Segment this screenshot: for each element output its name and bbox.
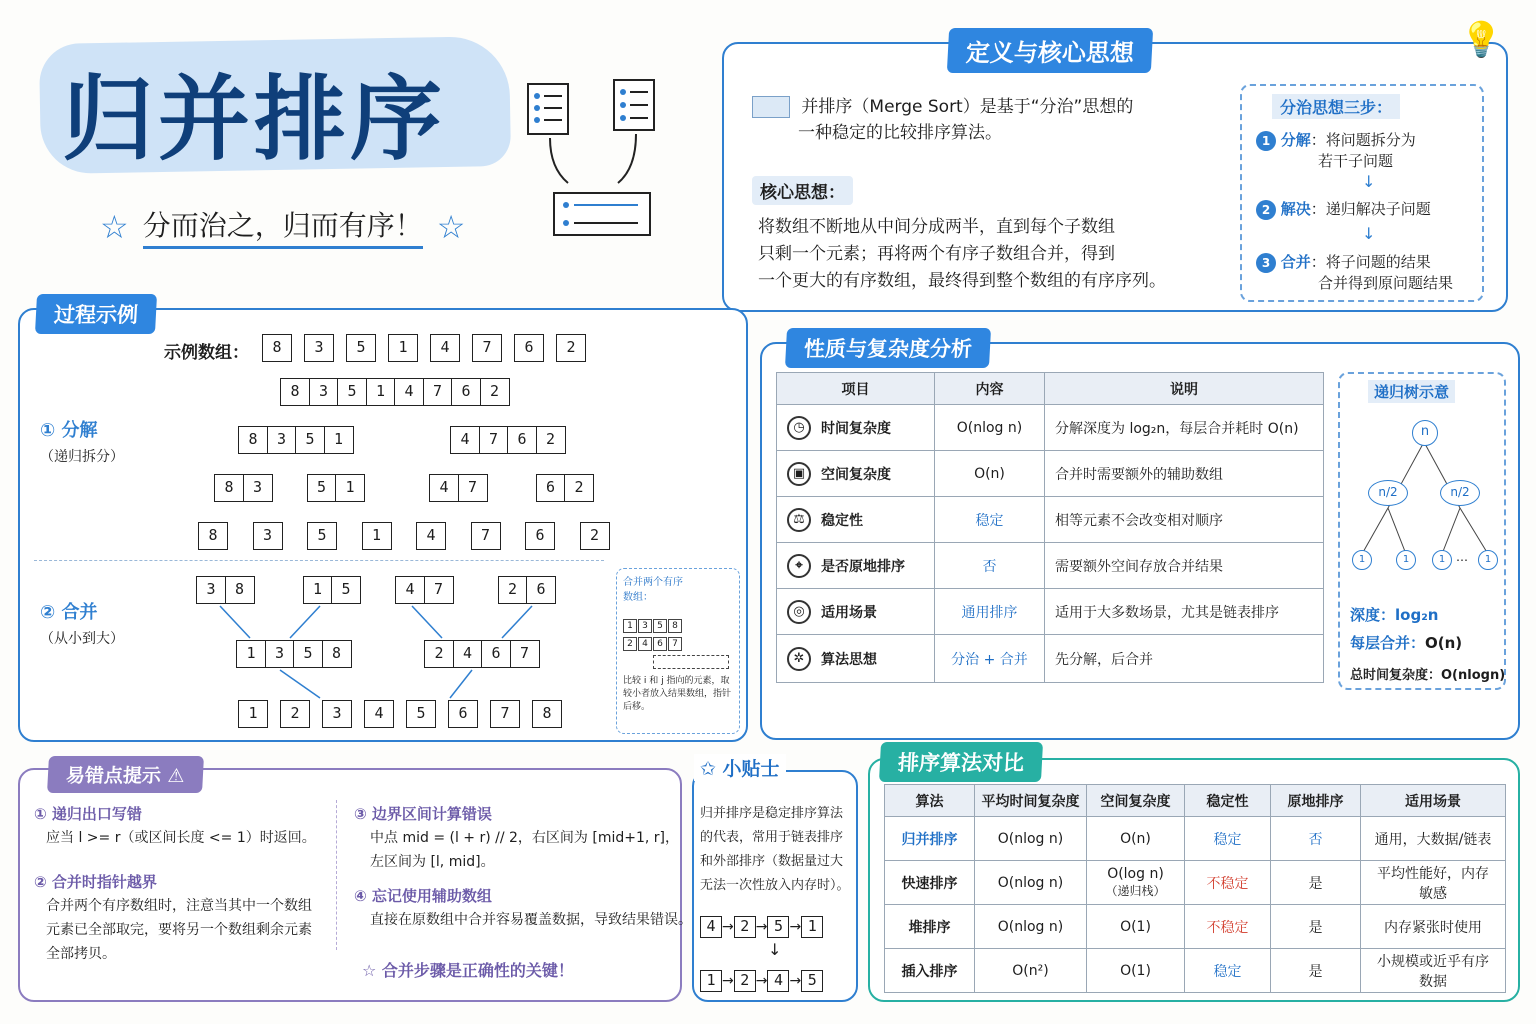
- inset-cell: 6: [653, 637, 667, 651]
- inset-cell: 5: [653, 619, 667, 633]
- algo-space: O(1): [1087, 949, 1185, 993]
- content: 否: [935, 543, 1045, 589]
- item: 是否原地排序: [821, 558, 905, 575]
- depth-label: 深度：: [1350, 606, 1396, 624]
- array-cell: 6: [536, 474, 566, 502]
- algo-stable: 稳定: [1185, 949, 1271, 993]
- inset-title: 合并两个有序数组：: [623, 577, 683, 603]
- step-number: 2: [1256, 200, 1276, 220]
- array-cell: 4: [394, 378, 424, 406]
- document-merge-illustration: [520, 78, 660, 243]
- pitfall-body: 全部拷贝。: [46, 946, 116, 962]
- merge-inset: [616, 568, 740, 734]
- content: O(nlog n): [935, 405, 1045, 451]
- pitfall-3: [354, 802, 679, 874]
- array-cell: 2: [580, 522, 610, 550]
- star-icon: ☆: [436, 207, 466, 246]
- algo-time: O(nlog n): [975, 817, 1087, 861]
- pitfall-body: 元素已全部取完，要将另一个数组剩余元素: [46, 922, 312, 938]
- algo-use: 内存紧张时使用: [1361, 905, 1506, 949]
- core-text: [758, 214, 1166, 295]
- step-1: [1256, 130, 1416, 172]
- inset-result-row: [653, 655, 729, 669]
- array-cell: 3: [309, 378, 339, 406]
- array-cell: 5: [295, 426, 325, 454]
- array-cell: 8: [225, 576, 255, 604]
- gears-icon: ✲: [787, 647, 811, 671]
- step-text2: 合并得到原问题结果: [1318, 274, 1454, 292]
- array-cell: 3: [265, 640, 295, 668]
- array-cell: 4: [453, 640, 483, 668]
- array-cell: 4: [395, 576, 425, 604]
- tips-line: 的代表，常用于链表排序: [700, 830, 844, 845]
- col-header: 适用场景: [1361, 785, 1506, 817]
- array-cell: 4: [430, 334, 460, 362]
- tree-total: 总时间复杂度：O(nlogn): [1350, 668, 1506, 683]
- array-cell: 6: [514, 334, 544, 362]
- algo-use: 平均性能好，内存敏感: [1361, 861, 1506, 905]
- split-sub: （递归拆分）: [40, 449, 124, 465]
- tree-leaf: 1: [1478, 550, 1498, 570]
- tips-header: [694, 754, 786, 781]
- col-header: 原地排序: [1271, 785, 1361, 817]
- array-cell: 1: [362, 522, 392, 550]
- book-icon: [752, 96, 790, 118]
- array-cell: 2: [498, 576, 528, 604]
- pitfall-body: 合并两个有序数组时，注意当其中一个数组: [46, 898, 312, 914]
- algo-use: 小规模或近乎有序数据: [1361, 949, 1506, 993]
- algo-inplace: 是: [1271, 905, 1361, 949]
- algo-time: O(n²): [975, 949, 1087, 993]
- array-cell: 4: [429, 474, 459, 502]
- perlevel-value: O(n): [1425, 634, 1463, 652]
- linked-list-before: 4 → 2 → 5 → 1: [700, 916, 823, 938]
- step-name: 分解: [1280, 131, 1311, 149]
- algo-space: O(1): [1087, 905, 1185, 949]
- merge-sub: （从小到大）: [40, 631, 124, 647]
- pitfall-key: [362, 958, 574, 981]
- array-cell: 3: [196, 576, 226, 604]
- scale-icon: ⚖: [787, 508, 811, 532]
- process-tag: 过程示例: [35, 294, 157, 334]
- pitfall-title: ③ 边界区间计算错误: [354, 805, 492, 823]
- slogan-text: 分而治之，归而有序！: [143, 204, 423, 249]
- array-cell: 6: [448, 700, 478, 728]
- table-row: [777, 405, 1324, 451]
- content: 稳定: [935, 497, 1045, 543]
- split-title: ① 分解: [40, 420, 98, 441]
- array-cell: 7: [423, 378, 453, 406]
- col-header: 说明: [1045, 373, 1324, 405]
- tree-node: n/2: [1440, 480, 1480, 506]
- algo-use: 通用，大数据/链表: [1361, 817, 1506, 861]
- pitfalls-tag: [47, 756, 204, 793]
- core-line: 一个更大的有序数组，最终得到整个数组的有序序列。: [758, 271, 1166, 291]
- tree-root: n: [1412, 420, 1438, 446]
- split-level-3: [198, 522, 610, 550]
- split-level-1a: [238, 426, 354, 454]
- compare-table: [884, 784, 1506, 993]
- core-line: 将数组不断地从中间分成两半，直到每个子数组: [758, 217, 1115, 237]
- pitfall-divider: [336, 800, 337, 950]
- tree-depth: [1350, 604, 1438, 625]
- list-node: 1: [700, 970, 722, 992]
- array-cell: 7: [471, 522, 501, 550]
- desc: 适用于大多数场景，尤其是链表排序: [1045, 589, 1324, 635]
- inset-array-b: [623, 637, 733, 651]
- array-cell: 6: [526, 576, 556, 604]
- properties-table: [776, 372, 1324, 683]
- array-cell: 7: [490, 700, 520, 728]
- algo-space: O(log n): [1107, 865, 1164, 882]
- desc: 合并时需要额外的辅助数组: [1045, 451, 1324, 497]
- pitfall-key-text: 合并步骤是正确性的关键！: [381, 961, 574, 980]
- linked-list-after: 1 → 2 → 4 → 5: [700, 970, 823, 992]
- page-title: 归并排序: [62, 65, 447, 173]
- list-node: 2: [734, 916, 756, 938]
- algo-stable: 稳定: [1185, 817, 1271, 861]
- steps-box: [1240, 84, 1484, 302]
- desc: 需要额外空间存放合并结果: [1045, 543, 1324, 589]
- algo-space-note: （递归栈）: [1105, 883, 1166, 898]
- col-header: 平均时间复杂度: [975, 785, 1087, 817]
- array-cell: 6: [451, 378, 481, 406]
- intro-line: 一种稳定的比较排序算法。: [798, 123, 1002, 143]
- list-node: 4: [767, 970, 789, 992]
- list-node: 5: [801, 970, 823, 992]
- array-cell: 7: [458, 474, 488, 502]
- algo-name: 快速排序: [885, 861, 975, 905]
- array-cell: 3: [322, 700, 352, 728]
- merge-arrows: [190, 604, 550, 702]
- location-pin-icon: ⌖: [787, 554, 811, 578]
- array-cell: 7: [424, 576, 454, 604]
- algo-name: 归并排序: [885, 817, 975, 861]
- core-label: 核心思想：: [752, 176, 853, 205]
- array-cell: 4: [364, 700, 394, 728]
- definition-intro: [752, 94, 1133, 146]
- arrow-down-icon: ↓: [1362, 172, 1376, 191]
- step-text2: 若干子问题: [1318, 152, 1394, 170]
- target-icon: ◎: [787, 600, 811, 624]
- array-cell: 8: [198, 522, 228, 550]
- merge-title: ② 合并: [40, 602, 98, 623]
- split-level-0: [280, 378, 510, 406]
- list-node: 2: [734, 970, 756, 992]
- array-cell: 7: [510, 640, 540, 668]
- list-node: 4: [700, 916, 722, 938]
- array-cell: 5: [307, 522, 337, 550]
- merge-level-1: [196, 576, 556, 604]
- cube-icon: ▣: [787, 462, 811, 486]
- pitfall-title: ④ 忘记使用辅助数组: [354, 887, 492, 905]
- inset-cell: 8: [668, 619, 682, 633]
- split-level-2: [214, 474, 594, 502]
- array-cell: 1: [388, 334, 418, 362]
- content: 通用排序: [935, 589, 1045, 635]
- item: 适用场景: [821, 604, 877, 621]
- inset-note: 比较 i 和 j 指向的元素，取较小者放入结果数组，指针后移。: [623, 676, 732, 712]
- array-cell: 2: [424, 640, 454, 668]
- array-label: 示例数组：: [164, 343, 249, 363]
- array-cell: 6: [525, 522, 555, 550]
- item: 稳定性: [821, 512, 863, 529]
- algo-time: O(nlog n): [975, 861, 1087, 905]
- array-cell: 8: [532, 700, 562, 728]
- compare-tag: 排序算法对比: [879, 742, 1043, 782]
- split-level-1b: [450, 426, 566, 454]
- array-cell: 5: [406, 700, 436, 728]
- algo-inplace: 是: [1271, 861, 1361, 905]
- array-cell: 1: [303, 576, 333, 604]
- pitfall-body: 应当 l >= r（或区间长度 <= 1）时返回。: [46, 830, 316, 846]
- table-row: [885, 861, 1506, 905]
- algo-space-cell: [1087, 861, 1185, 905]
- intro-line: 并排序（Merge Sort）是基于“分治”思想的: [801, 97, 1134, 117]
- algo-name: 堆排序: [885, 905, 975, 949]
- step-3: [1256, 252, 1453, 294]
- pitfall-body: 中点 mid = (l + r) // 2，右区间为 [mid+1, r]，: [370, 830, 680, 846]
- tree-dots: …: [1456, 550, 1468, 564]
- properties-tag: 性质与复杂度分析: [785, 328, 991, 368]
- pitfall-1: [34, 802, 316, 850]
- array-cell: 2: [480, 378, 510, 406]
- tree-leaf: 1: [1432, 550, 1452, 570]
- array-cell: 4: [450, 426, 480, 454]
- example-array: [262, 334, 586, 362]
- array-cell: 2: [556, 334, 586, 362]
- array-cell: 6: [481, 640, 511, 668]
- step-text: ：将问题拆分为: [1310, 131, 1416, 149]
- array-cell: 5: [331, 576, 361, 604]
- array-cell: 8: [280, 378, 310, 406]
- algo-time: O(nlog n): [975, 905, 1087, 949]
- pitfall-title: ② 合并时指针越界: [34, 873, 157, 891]
- table-row: [777, 451, 1324, 497]
- array-cell: 8: [262, 334, 292, 362]
- array-cell: 5: [293, 640, 323, 668]
- pitfall-4: [354, 884, 692, 932]
- step-name: 合并: [1280, 253, 1311, 271]
- step-name: 解决: [1280, 200, 1311, 218]
- array-cell: 1: [238, 700, 268, 728]
- documents-icon: [520, 78, 660, 243]
- tree-title: 递归树示意: [1368, 380, 1455, 403]
- inset-cell: 3: [638, 619, 652, 633]
- pitfall-title: ① 递归出口写错: [34, 805, 142, 823]
- inset-array-a: [623, 619, 733, 633]
- content: 分治 + 合并: [935, 635, 1045, 683]
- perlevel-label: 每层合并：: [1350, 634, 1426, 652]
- array-cell: 5: [346, 334, 376, 362]
- inset-cell: 2: [623, 637, 637, 651]
- array-cell: 2: [536, 426, 566, 454]
- array-cell: 6: [507, 426, 537, 454]
- warning-icon: ⚠: [166, 765, 186, 787]
- table-row: [777, 635, 1324, 683]
- desc: 相等元素不会改变相对顺序: [1045, 497, 1324, 543]
- item: 时间复杂度: [821, 420, 891, 437]
- array-cell: 1: [324, 426, 354, 454]
- array-cell: 2: [280, 700, 310, 728]
- array-cell: 8: [238, 426, 268, 454]
- inset-cell: 1: [623, 619, 637, 633]
- inset-cell: 7: [668, 637, 682, 651]
- col-header: 内容: [935, 373, 1045, 405]
- desc: 先分解，后合并: [1045, 635, 1324, 683]
- lightbulb-icon: 💡: [1460, 20, 1503, 60]
- table-row: [885, 949, 1506, 993]
- list-node: 1: [801, 916, 823, 938]
- steps-title: 分治思想三步：: [1272, 94, 1400, 119]
- inset-cell: 4: [638, 637, 652, 651]
- step-number: 1: [1256, 131, 1276, 151]
- table-row: [885, 817, 1506, 861]
- tips-line: 无法一次性放入内存时）。: [700, 878, 850, 893]
- array-cell: 4: [416, 522, 446, 550]
- merge-final: [238, 700, 562, 728]
- tips-body: [700, 802, 850, 898]
- step-text: ：将子问题的结果: [1310, 253, 1431, 271]
- core-line: 只剩一个元素；再将两个有序子数组合并，得到: [758, 244, 1115, 264]
- array-cell: 1: [236, 640, 266, 668]
- tree-perlevel: [1350, 632, 1462, 653]
- algo-inplace: 是: [1271, 949, 1361, 993]
- star-icon: ✩: [700, 758, 723, 780]
- section-divider: [34, 560, 604, 561]
- item: 算法思想: [821, 651, 877, 668]
- tree-node: n/2: [1368, 480, 1408, 506]
- col-header: 空间复杂度: [1087, 785, 1185, 817]
- step-number: 3: [1256, 253, 1276, 273]
- star-icon: ☆: [362, 961, 382, 980]
- col-header: 稳定性: [1185, 785, 1271, 817]
- step-2: [1256, 198, 1431, 220]
- pitfall-body: 直接在原数组中合并容易覆盖数据，导致结果错误。: [370, 912, 692, 928]
- arrow-down-icon: ↓: [1362, 224, 1376, 243]
- algo-stable: 不稳定: [1185, 905, 1271, 949]
- pitfalls-title: 易错点提示: [65, 765, 162, 787]
- col-header: 算法: [885, 785, 975, 817]
- list-node: 5: [767, 916, 789, 938]
- merge-label: [40, 598, 124, 648]
- array-cell: 3: [304, 334, 334, 362]
- clock-icon: ◷: [787, 416, 811, 440]
- array-cell: 5: [337, 378, 367, 406]
- table-row: [777, 589, 1324, 635]
- col-header: 项目: [777, 373, 935, 405]
- item: 空间复杂度: [821, 466, 891, 483]
- array-cell: 3: [267, 426, 297, 454]
- table-row: [885, 905, 1506, 949]
- array-cell: 7: [479, 426, 509, 454]
- slogan: [100, 204, 465, 249]
- table-row: [777, 543, 1324, 589]
- definition-tag: 定义与核心思想: [947, 28, 1153, 73]
- tips-line: 归并排序是稳定排序算法: [700, 806, 844, 821]
- algo-inplace: 否: [1271, 817, 1361, 861]
- algo-name: 插入排序: [885, 949, 975, 993]
- split-label: [40, 416, 124, 466]
- pitfall-2: [34, 870, 312, 966]
- star-icon: ☆: [100, 207, 129, 246]
- depth-value: log₂n: [1395, 606, 1439, 624]
- array-cell: 3: [243, 474, 273, 502]
- arrow-down-icon: ↓: [768, 940, 782, 959]
- tree-leaf: 1: [1396, 550, 1416, 570]
- step-text: ：递归解决子问题: [1310, 200, 1431, 218]
- tips-line: 和外部排序（数据量过大: [700, 854, 844, 869]
- array-cell: 5: [307, 474, 337, 502]
- array-cell: 1: [366, 378, 396, 406]
- pitfall-body: 左区间为 [l, mid]。: [370, 854, 495, 870]
- algo-space: O(n): [1087, 817, 1185, 861]
- array-cell: 8: [322, 640, 352, 668]
- recursion-tree-box: [1338, 372, 1506, 690]
- algo-stable: 不稳定: [1185, 861, 1271, 905]
- table-row: [777, 497, 1324, 543]
- array-cell: 2: [564, 474, 594, 502]
- array-cell: 7: [472, 334, 502, 362]
- array-cell: 8: [214, 474, 244, 502]
- desc: 分解深度为 log₂n，每层合并耗时 O(n): [1045, 405, 1324, 451]
- content: O(n): [935, 451, 1045, 497]
- array-cell: 1: [335, 474, 365, 502]
- tips-title: 小贴士: [722, 758, 780, 780]
- tree-leaf: 1: [1352, 550, 1372, 570]
- array-cell: 3: [253, 522, 283, 550]
